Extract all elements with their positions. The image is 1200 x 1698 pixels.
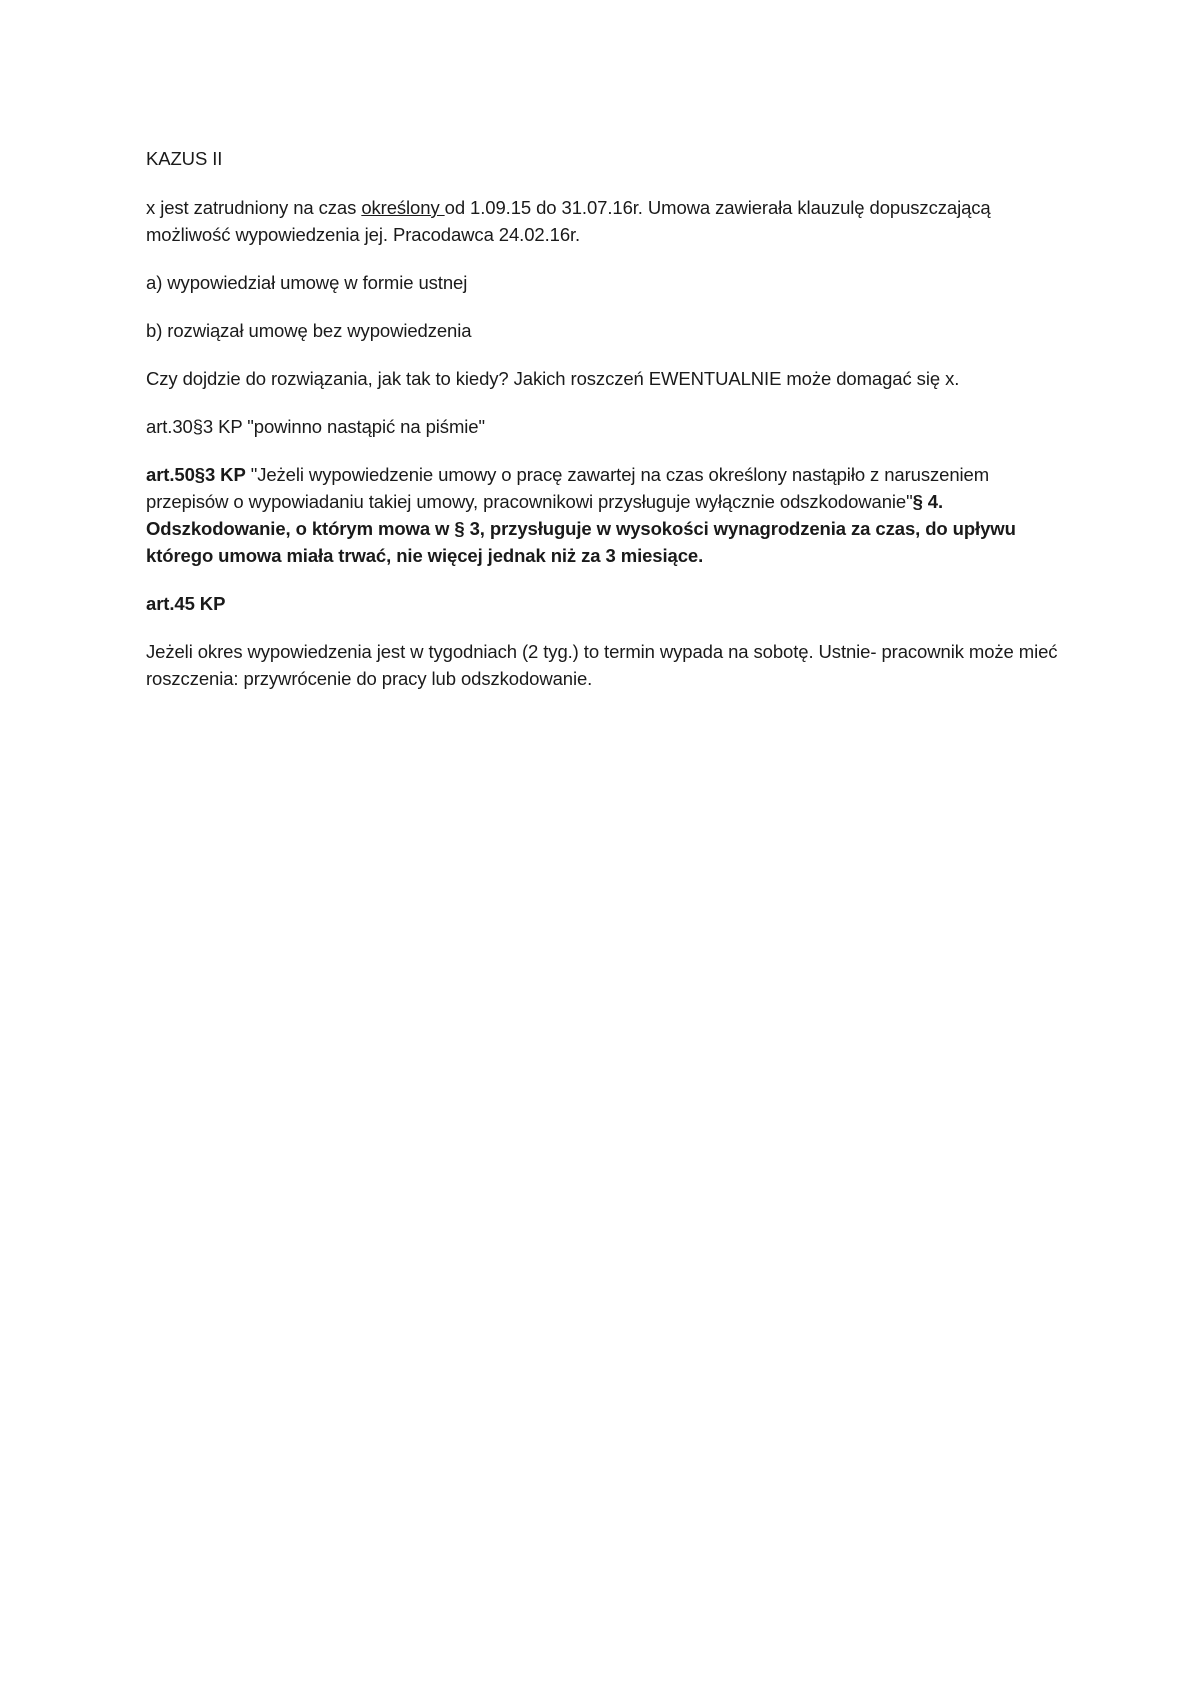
underlined-term: określony — [361, 197, 445, 218]
option-b: b) rozwiązał umowę bez wypowiedzenia — [146, 320, 472, 341]
case-description-end: od 1.09.15 do 31.07.16r. Umowa zawierała klauzulę dopuszczającą możliwość wypowiedzenia jej. Pracodawca 24.02.16r. — [146, 197, 991, 245]
article-50-label: art.50§3 KP — [146, 464, 246, 485]
article-30-note: art.30§3 KP "powinno nastąpić na piśmie" — [146, 416, 485, 437]
article-50-note — [146, 461, 1076, 569]
document-body — [146, 145, 1076, 713]
case-description — [146, 194, 1076, 248]
article-50-paragraph-4: § 4. Odszkodowanie, o którym mowa w § 3, przysługuje w wysokości wynagrodzenia za czas, do upływu którego umowa miała trwać, nie więcej jednak niż za 3 miesiące. — [146, 491, 1016, 566]
case-description-start: x jest zatrudniony na czas — [146, 197, 362, 218]
article-50-quote: "Jeżeli wypowiedzenie umowy o pracę zawartej na czas określony nastąpiło z naruszeniem przepisów o wypowiadaniu takiej umowy, pracownikowi przysługuje wyłącznie odszkodowanie" — [146, 464, 990, 512]
option-a: a) wypowiedział umowę w formie ustnej — [146, 272, 468, 293]
article-45-heading: art.45 KP — [146, 593, 226, 614]
case-question: Czy dojdzie do rozwiązania, jak tak to kiedy? Jakich roszczeń EWENTUALNIE może domagać się x. — [146, 368, 960, 389]
document-title: KAZUS II — [146, 148, 223, 169]
conclusion: Jeżeli okres wypowiedzenia jest w tygodniach (2 tyg.) to termin wypada na sobotę. Ustnie- pracownik może mieć roszczenia: przywrócenie do pracy lub odszkodowanie. — [146, 641, 1058, 689]
